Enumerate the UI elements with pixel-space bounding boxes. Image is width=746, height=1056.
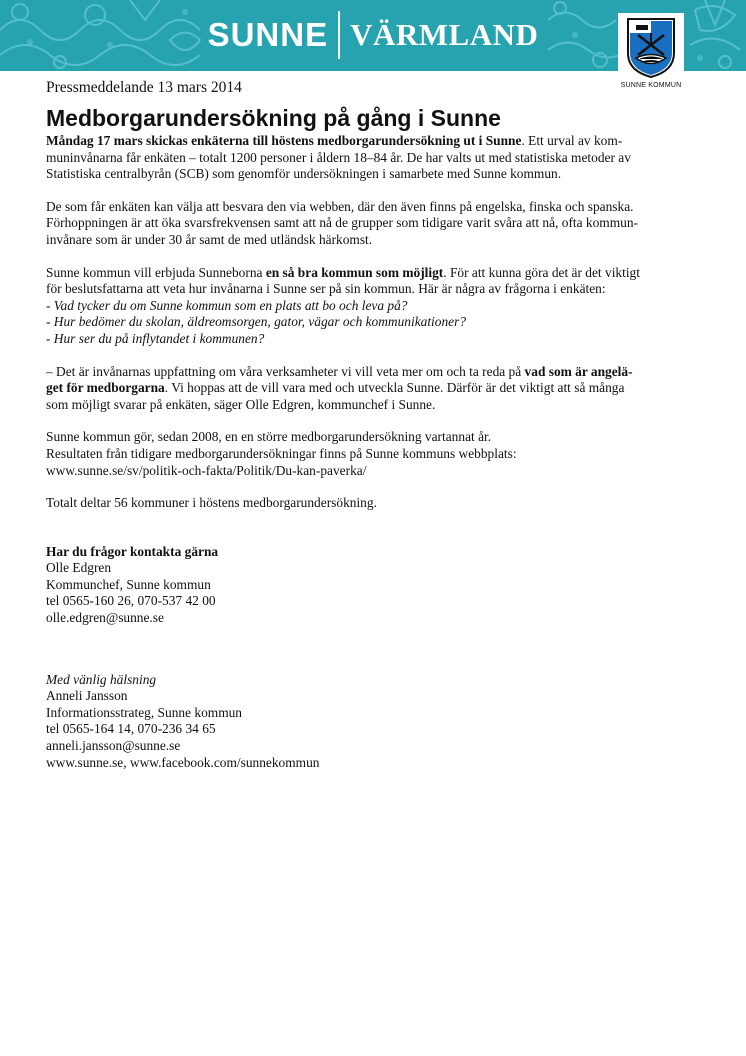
question-2: - Hur bedömer du skolan, äldreomsorgen, gator, vägar och kommunikationer? [46,314,467,330]
question-3: - Hur ser du på inflytandet i kommunen? [46,330,265,346]
contact-heading: Har du frågor kontakta gärna [46,543,219,559]
paragraph-6: Totalt deltar 56 kommuner i höstens medborgarundersökning. [46,495,377,511]
coat-of-arms-icon [618,13,684,83]
release-date-line: Pressmeddelande 13 mars 2014 [46,79,242,96]
signature-title: Informationsstrateg, Sunne kommun [46,704,242,720]
paragraph-4-line-3: som möjligt svarar på enkäten, säger Olle Edgren, kommunchef i Sunne. [46,396,436,412]
contact-name: Olle Edgren [46,560,112,576]
paragraph-2-line-2: Förhoppningen är att öka svarsfrekvensen samt att nå de grupper som tidigare varit svåra att nå, ofta kommun- [46,215,638,231]
signature-web-links[interactable]: www.sunne.se, www.facebook.com/sunnekommun [46,754,320,770]
paragraph-1-line-2: muninvånarna får enkäten – totalt 1200 personer i åldern 18–84 år. De har valts ut med statistiska metoder av [46,149,631,165]
signature-phone: tel 0565-164 14, 070-236 34 65 [46,721,216,737]
contact-phone: tel 0565-160 26, 070-537 42 00 [46,593,216,609]
paragraph-4-line-1: – Det är invånarnas uppfattning om våra verksamheter vi vill veta mer om och ta reda på vad som är angelä- [46,363,633,379]
question-1: - Vad tycker du om Sunne kommun som en plats att bo och leva på? [46,297,408,313]
paragraph-2-line-1: De som får enkäten kan välja att besvara den via webben, där den även finns på engelska, finska och spanska. [46,198,634,214]
signature-name: Anneli Jansson [46,688,128,704]
paragraph-4-line-2: get för medborgarna. Vi hoppas att de vill vara med och utveckla Sunne. Därför är det viktigt att så många [46,380,625,396]
closing-greeting: Med vänlig hälsning [46,671,157,687]
brand-right-text: VÄRMLAND [350,17,539,52]
logo-caption: SUNNE KOMMUN [620,82,682,89]
paragraph-1-line-3: Statistiska centralbyrån (SCB) som genomför undersökningen i samarbete med Sunne kommun. [46,166,562,182]
paragraph-3-line-1: Sunne kommun vill erbjuda Sunneborna en så bra kommun som möjligt. För att kunna göra det är det viktigt [46,264,640,280]
lead-bold: Måndag 17 mars skickas enkäterna till höstens medborgarundersökning ut i Sunne [46,133,522,148]
paragraph-2-line-3: invånare som är under 30 år samt de med utländsk härkomst. [46,231,373,247]
paragraph-1: Måndag 17 mars skickas enkäterna till höstens medborgarundersökning ut i Sunne. Ett urval av kom- [46,133,623,148]
brand-left-text: SUNNE [207,16,329,53]
contact-email-link[interactable]: olle.edgren@sunne.se [46,610,164,626]
press-release-body [46,78,676,771]
headline: Medborgarundersökning på gång i Sunne [46,105,501,131]
survey-results-link[interactable]: www.sunne.se/sv/politik-och-fakta/Politik/Du-kan-paverka/ [46,462,367,478]
paragraph-5-line-1: Sunne kommun gör, sedan 2008, en en större medborgarundersökning vartannat år. [46,429,492,445]
paragraph-3-line-2: för beslutsfattarna att veta hur invånarna i Sunne ser på sin kommun. Här är några av frågorna i enkäten: [46,281,606,297]
signature-email-link[interactable]: anneli.jansson@sunne.se [46,738,181,754]
contact-title: Kommunchef, Sunne kommun [46,576,211,592]
paragraph-5-line-2: Resultaten från tidigare medborgarundersökningar finns på Sunne kommuns webbplats: [46,445,517,461]
